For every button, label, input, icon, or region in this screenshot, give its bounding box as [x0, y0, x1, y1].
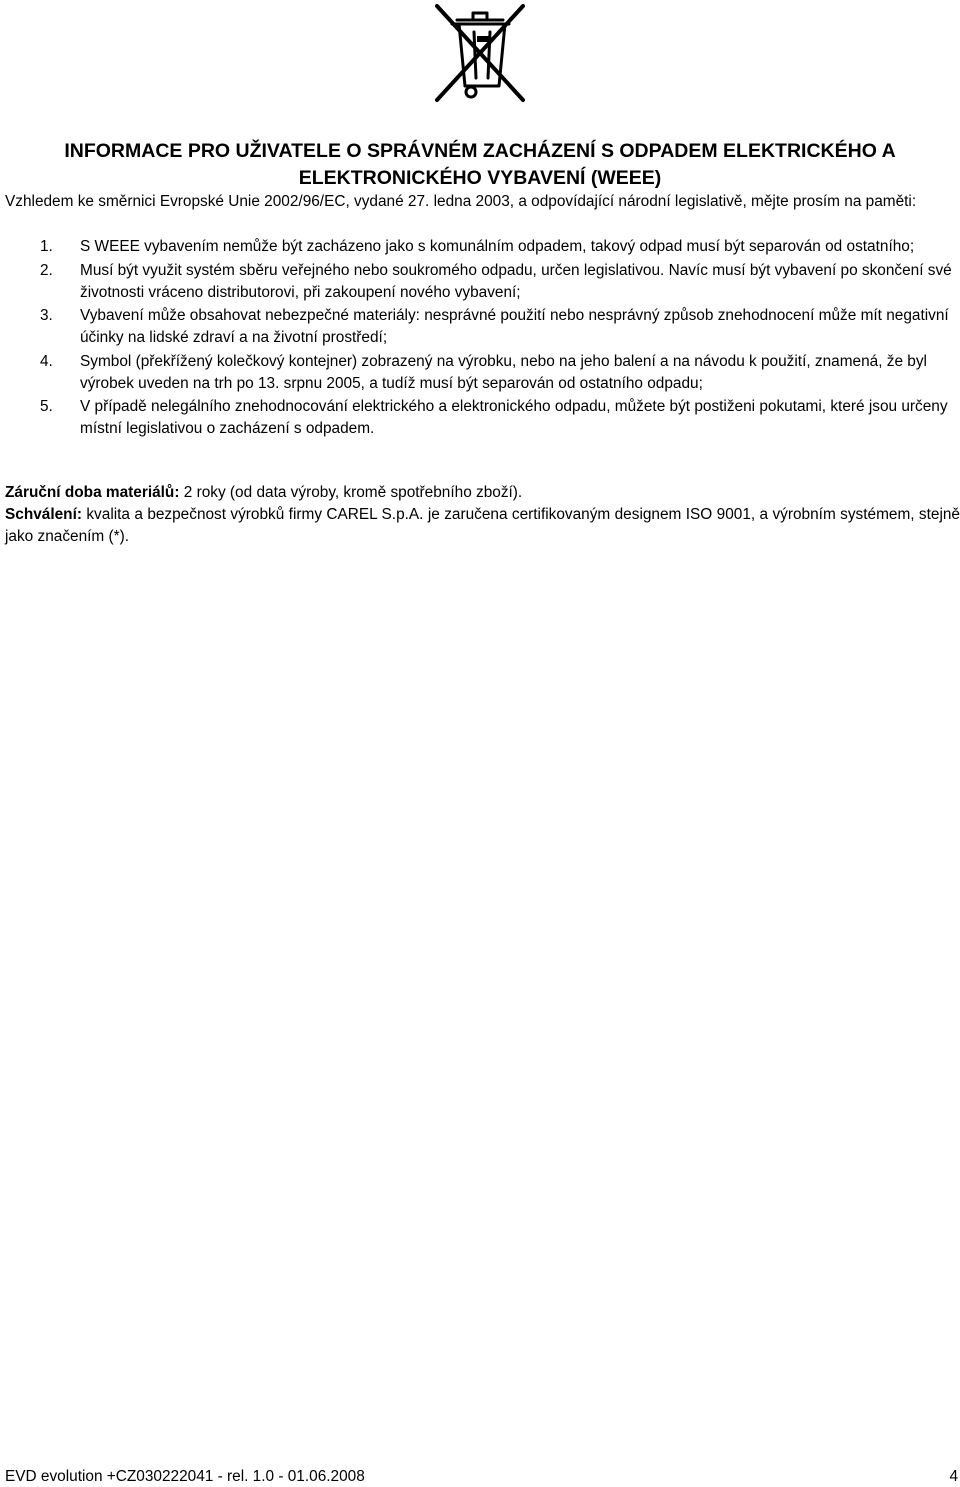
list-item [5, 236, 960, 258]
list-item-number: 1. [40, 238, 53, 255]
list-item-number: 4. [40, 352, 53, 370]
list-item-text: V případě nelegálního znehodnocování elektrického a elektronického odpadu, můžete být postiženi pokutami, které jsou určeny místní legislativou o zacházení s odpadem. [80, 398, 948, 437]
footer-document-reference: EVD evolution +CZ030222041 - rel. 1.0 - 01.06.2008 [5, 1468, 365, 1485]
page-title [0, 138, 960, 192]
list-item-text: Musí být využit systém sběru veřejného nebo soukromého odpadu, určen legislativou. Navíc musí být vybavení po skončení své životnosti vráceno distributorovi, při zakoupení nového vybavení; [80, 261, 952, 301]
list-item-number: 2. [40, 261, 53, 279]
list-item-text: S WEEE vybavením nemůže být zacházeno jako s komunálním odpadem, takový odpad musí být separován od ostatního; [80, 238, 915, 255]
list-item [5, 305, 960, 349]
warranty-text: 2 roky (od data výroby, kromě spotřebního zboží). [179, 484, 523, 501]
approval-paragraph [5, 504, 960, 548]
intro-paragraph: Vzhledem ke směrnici Evropské Unie 2002/96/EC, vydané 27. ledna 2003, a odpovídající národní legislativě, mějte prosím na paměti: [5, 193, 917, 210]
list-item-number: 3. [40, 307, 53, 324]
approval-label: Schválení: [5, 506, 82, 523]
approval-text: kvalita a bezpečnost výrobků firmy CAREL S.p.A. je zaručena certifikovaným designem ISO 9001, a výrobním systémem, stejně jako značením (*). [5, 506, 960, 545]
list-item [5, 260, 960, 304]
list-item-number: 5. [40, 398, 53, 415]
footer-page-number: 4 [949, 1468, 958, 1485]
list-item [5, 351, 960, 395]
warranty-label: Záruční doba materiálů: [5, 484, 180, 501]
list-item-text: Symbol (překřížený kolečkový kontejner) zobrazený na výrobku, nebo na jeho balení a na návodu k použití, znamená, že byl výrobek uveden na trh po 13. srpnu 2005, a tudíž musí být separován od ostatního odpadu; [80, 352, 927, 392]
title-line-2: ELEKTRONICKÉHO VYBAVENÍ (WEEE) [298, 167, 662, 189]
list-item [5, 396, 960, 440]
weee-rules-list [5, 236, 960, 442]
list-item-text: Vybavení může obsahovat nebezpečné materiály: nesprávné použití nebo nesprávný způsob znehodnocení může mít negativní účinky na lidské zdraví a na životní prostředí; [80, 307, 949, 346]
title-line-1: INFORMACE PRO UŽIVATELE O SPRÁVNÉM ZACHÁZENÍ S ODPADEM ELEKTRICKÉHO A [64, 140, 896, 162]
crossed-out-wheelie-bin-icon [429, 2, 531, 104]
warranty-paragraph [5, 482, 960, 504]
